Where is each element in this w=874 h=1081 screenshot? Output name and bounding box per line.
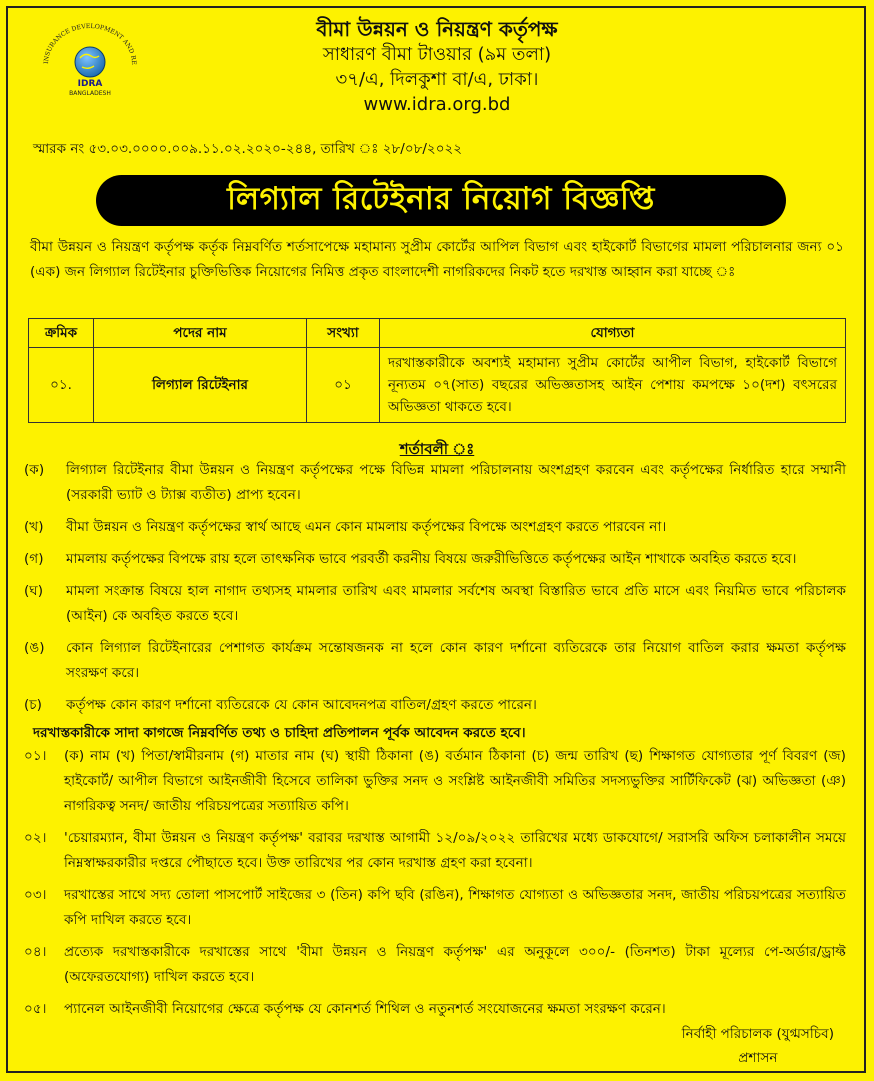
item-number: ০৫। [24,1001,47,1017]
list-item [24,997,846,1022]
logo-country: BANGLADESH [69,90,111,97]
condition-text: লিগ্যাল রিটেইনার বীমা উন্নয়ন ও নিয়ন্ত্রণ কর্তৃপক্ষের পক্ষে বিভিন্ন মামলা পরিচালনায় অংশগ্রহণ করবেন এবং কর্তৃপক্ষের নির্ধারিত হারে সম্মানী (সরকারী ভ্যাট ও ট্যাক্স ব্যতীত) প্রাপ্য হবেন। [66,462,846,503]
notice-title-banner: লিগ্যাল রিটেইনার নিয়োগ বিজ্ঞপ্তি [96,175,786,226]
signatory-department: প্রশাসন [738,1050,778,1066]
item-number: ০৪। [24,944,47,960]
website-link[interactable]: www.idra.org.bd [363,94,511,115]
condition-label: (গ) [24,551,44,567]
memo-number: স্মারক নং ৫৩.০৩.০০০০.০০৯.১১.০২.২০২০-২৪৪, তারিখ ঃ ২৮/০৮/২০২২ [33,141,463,157]
list-item [24,636,846,686]
item-text: দরখাস্তের সাথে সদ্য তোলা পাসপোর্ট সাইজের ৩ (তিন) কপি ছবি (রঙিন), শিক্ষাগত যোগ্যতা ও অভিজ্ঞতার সনদ, জাতীয় পরিচয়পত্রের সত্যায়িত কপি দাখিল করতে হবে। [64,887,846,928]
condition-label: (ঙ) [24,640,45,656]
condition-text: মামলায় কর্তৃপক্ষের বিপক্ষে রায় হলে তাৎক্ষনিক ভাবে পরবর্তী করনীয় বিষয়ে জরুরীভিত্তিতে কর্তৃপক্ষের আইন শাখাকে অবহিত করতে হবে। [66,551,797,567]
condition-label: (খ) [24,519,44,535]
list-item [24,547,846,572]
list-item [24,940,846,990]
address-line-2: ৩৭/এ, দিলকুশা বা/এ, ঢাকা। [335,69,539,90]
col-serial: ক্রমিক [29,319,94,348]
cell-count: ০১ [307,348,380,423]
application-list [24,744,846,1029]
item-number: ০৩। [24,887,47,903]
org-name: বীমা উন্নয়ন ও নিয়ন্ত্রণ কর্তৃপক্ষ [316,17,558,41]
item-number: ০২। [24,830,47,846]
address-line-1: সাধারণ বীমা টাওয়ার (৯ম তলা) [322,44,552,65]
item-number: ০১। [24,748,47,764]
signatory-designation: নির্বাহী পরিচালক (যুগ্মসচিব) [681,1026,834,1042]
col-post: পদের নাম [94,319,307,348]
list-item [24,458,846,508]
signature-block [682,1022,834,1070]
col-qualification: যোগ্যতা [380,319,846,348]
cell-serial: ০১. [29,348,94,423]
list-item [24,826,846,876]
cell-qualification: দরখাস্তকারীকে অবশ্যই মহামান্য সুপ্রীম কোর্টের আপীল বিভাগ, হাইকোর্ট বিভাগে নূন্যতম ০৭(সাত) বছরের অভিজ্ঞতাসহ আইন পেশায় কমপক্ষে ১০(দশ) বৎসরের অভিজ্ঞতা থাকতে হবে। [380,348,846,423]
conditions-title: শর্তাবলী ঃ [399,440,475,458]
logo-acronym: IDRA [77,79,103,89]
col-count: সংখ্যা [307,319,380,348]
list-item [24,883,846,933]
condition-text: কোন লিগ্যাল রিটেইনারের পেশাগত কার্যক্রম সন্তোষজনক না হলে কোন কারণ দর্শানো ব্যতিরেকে তার নিয়োগ বাতিল করার ক্ষমতা কর্তৃপক্ষ সংরক্ষণ করে। [66,640,846,681]
item-text: (ক) নাম (খ) পিতা/স্বামীরনাম (গ) মাতার নাম (ঘ) স্থায়ী ঠিকানা (ঙ) বর্তমান ঠিকানা (চ) জন্ম তারিখ (ছ) শিক্ষাগত যোগ্যতার পূর্ণ বিবরণ (জ) হাইকোর্ট/ আপীল বিভাগে আইনজীবী হিসেবে তালিকা ভুক্তির সনদ ও সংশ্লিষ্ট আইনজীবী সমিতির সদস্যভুক্তির সার্টিফিকেট (ঝ) অভিজ্ঞতা (ঞ) নাগরিকত্ব সনদ/ জাতীয় পরিচয়পত্রের সত্যায়িত কপি। [64,748,846,814]
item-text: প্রত্যেক দরখাস্তকারীকে দরখাস্তের সাথে 'বীমা উন্নয়ন ও নিয়ন্ত্রণ কর্তৃপক্ষ' এর অনুকূলে ৩০০/- (তিনশত) টাকা মূল্যের পে-অর্ডার/ড্রাফ্ট (অফেরতযোগ্য) দাখিল করতে হবে। [64,944,846,985]
item-text: প্যানেল আইনজীবী নিয়োগের ক্ষেত্রে কর্তৃপক্ষ যে কোনশর্ত শিথিল ও নতুনশর্ত সংযোজনের ক্ষমতা সংরক্ষণ করেন। [64,1001,666,1017]
list-item [24,744,846,819]
cell-post: লিগ্যাল রিটেইনার [94,348,307,423]
svg-text:INSURANCE DEVELOPMENT AND REGU: INSURANCE DEVELOPMENT AND RE [42,22,138,66]
table-row [29,348,846,423]
item-text: 'চেয়ারম্যান, বীমা উন্নয়ন ও নিয়ন্ত্রণ কর্তৃপক্ষ' বরাবর দরখাস্ত আগামী ১২/০৯/২০২২ তারিখের মধ্যে ডাকযোগে/ সরাসরি অফিস চলাকালীন সময়ে নিম্নস্বাক্ষরকারীর দপ্তরে পৌছাতে হবে। উক্ত তারিখের পর কোন দরখাস্ত গ্রহণ করা হবেনা। [64,830,846,871]
header [0,16,874,117]
condition-label: (ক) [24,462,45,478]
post-table [28,318,846,423]
conditions-list [24,458,846,725]
application-heading: দরখাস্তকারীকে সাদা কাগজে নিম্নবর্ণিত তথ্য ও চাহিদা প্রতিপালন পূর্বক আবেদন করতে হবে। [33,725,526,741]
table-header-row [29,319,846,348]
intro-paragraph: বীমা উন্নয়ন ও নিয়ন্ত্রণ কর্তৃপক্ষ কর্তৃক নিম্নবর্ণিত শর্তসাপেক্ষে মহামান্য সুপ্রীম কোর্টের আপিল বিভাগ এবং হাইকোর্ট বিভাগের মামলা পরিচালনার জন্য ০১ (এক) জন লিগ্যাল রিটেইনার চুক্তিভিত্তিক নিয়োগের নিমিত্ত প্রকৃত বাংলাদেশী নাগরিকদের নিকট হতে দরখাস্ত আহ্বান করা যাচ্ছে ঃ [30,239,844,280]
condition-label: (চ) [24,697,42,713]
condition-text: মামলা সংক্রান্ত বিষয়ে হাল নাগাদ তথ্যসহ মামলার তারিখ এবং মামলার সর্বশেষ অবস্থা বিস্তারিত ভাবে প্রতি মাসে এবং নিয়মিত ভাবে পরিচালক (আইন) কে অবহিত করতে হবে। [66,583,846,624]
list-item [24,693,846,718]
condition-text: বীমা উন্নয়ন ও নিয়ন্ত্রণ কর্তৃপক্ষের স্বার্থ আছে এমন কোন মামলায় কর্তৃপক্ষের বিপক্ষে অংশগ্রহণ করতে পারবেন না। [66,519,667,535]
list-item [24,515,846,540]
condition-label: (ঘ) [24,583,44,599]
condition-text: কর্তৃপক্ষ কোন কারণ দর্শানো ব্যতিরেকে যে কোন আবেদনপত্র বাতিল/গ্রহণ করতে পারেন। [66,697,537,713]
list-item [24,579,846,629]
